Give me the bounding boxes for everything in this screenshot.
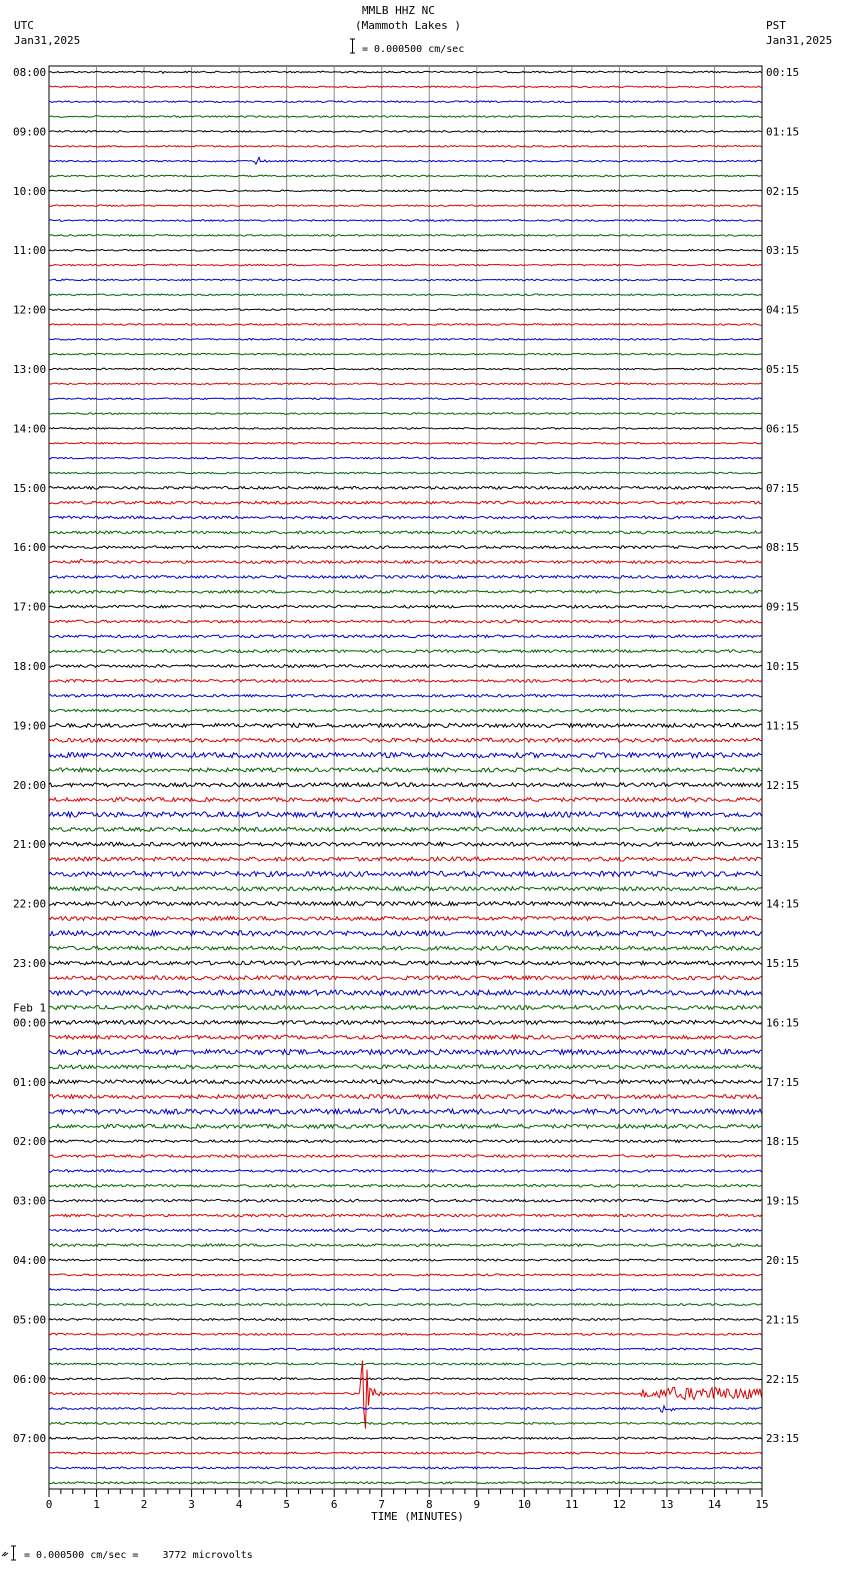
trace-81 bbox=[49, 1274, 762, 1276]
trace-13 bbox=[49, 264, 762, 266]
trace-42 bbox=[49, 694, 762, 697]
pst-hour-label-23: 23:15 bbox=[766, 1432, 800, 1446]
trace-5 bbox=[49, 146, 762, 148]
trace-67 bbox=[49, 1065, 762, 1069]
trace-7 bbox=[49, 175, 762, 177]
trace-0 bbox=[49, 71, 762, 73]
x-tick-label-15: 15 bbox=[755, 1498, 769, 1511]
trace-28 bbox=[49, 486, 762, 489]
trace-40 bbox=[49, 665, 762, 668]
trace-12 bbox=[49, 249, 762, 251]
trace-68 bbox=[49, 1080, 762, 1084]
pst-date-label: Jan31,2025 bbox=[766, 34, 833, 47]
x-tick-label-2: 2 bbox=[140, 1498, 148, 1511]
trace-16 bbox=[49, 309, 762, 311]
trace-14 bbox=[49, 279, 762, 281]
trace-60 bbox=[49, 961, 762, 965]
trace-49 bbox=[49, 798, 762, 802]
trace-20 bbox=[49, 368, 762, 370]
x-tick-label-8: 8 bbox=[425, 1498, 433, 1511]
pst-hour-label-3: 03:15 bbox=[766, 244, 800, 258]
x-tick-label-12: 12 bbox=[612, 1498, 627, 1511]
x-tick-label-10: 10 bbox=[517, 1498, 531, 1511]
trace-65 bbox=[49, 1035, 762, 1039]
trace-44 bbox=[49, 723, 762, 727]
trace-91 bbox=[49, 1422, 762, 1424]
utc-zone-label: UTC bbox=[14, 19, 34, 32]
trace-25 bbox=[49, 443, 762, 445]
trace-11 bbox=[49, 235, 762, 237]
pst-hour-label-8: 08:15 bbox=[766, 541, 800, 555]
station-location: (Mammoth Lakes ) bbox=[355, 19, 461, 32]
trace-92 bbox=[49, 1437, 762, 1439]
trace-39 bbox=[49, 650, 762, 653]
pst-hour-label-6: 06:15 bbox=[766, 422, 800, 436]
utc-hour-label-17: 01:00 bbox=[13, 1075, 47, 1089]
trace-80 bbox=[49, 1259, 762, 1261]
utc-date-label: Jan31,2025 bbox=[14, 34, 81, 47]
trace-10 bbox=[49, 220, 762, 222]
trace-69 bbox=[49, 1095, 762, 1099]
date-change-label: Feb 1 bbox=[13, 1001, 47, 1015]
trace-62 bbox=[49, 990, 762, 995]
utc-hour-label-22: 06:00 bbox=[13, 1372, 47, 1386]
trace-58 bbox=[49, 931, 762, 936]
trace-24 bbox=[49, 428, 762, 430]
utc-hour-label-13: 21:00 bbox=[13, 838, 47, 852]
utc-hour-label-8: 16:00 bbox=[13, 541, 47, 555]
trace-70 bbox=[49, 1109, 762, 1114]
pst-hour-label-2: 02:15 bbox=[766, 184, 800, 198]
trace-4 bbox=[49, 131, 762, 133]
scale-bar-icon bbox=[350, 39, 355, 53]
trace-83 bbox=[49, 1304, 762, 1306]
trace-51 bbox=[49, 827, 762, 831]
trace-35 bbox=[49, 590, 762, 593]
footer-marker-icon bbox=[2, 1552, 8, 1556]
utc-hour-label-4: 12:00 bbox=[13, 303, 47, 317]
trace-47 bbox=[49, 768, 762, 772]
trace-84 bbox=[49, 1318, 762, 1320]
pst-hour-label-0: 00:15 bbox=[766, 66, 800, 79]
pst-hour-label-1: 01:15 bbox=[766, 125, 800, 139]
x-tick-label-1: 1 bbox=[93, 1498, 100, 1511]
x-tick-label-9: 9 bbox=[473, 1498, 481, 1511]
trace-46 bbox=[49, 753, 762, 758]
pst-hour-label-14: 14:15 bbox=[766, 897, 800, 911]
footer-scale-bar-icon bbox=[11, 1546, 16, 1560]
trace-89 bbox=[49, 1361, 762, 1429]
utc-hour-label-11: 19:00 bbox=[13, 719, 47, 733]
trace-17 bbox=[49, 324, 762, 326]
trace-61 bbox=[49, 976, 762, 980]
trace-82 bbox=[49, 1289, 762, 1291]
trace-55 bbox=[49, 887, 762, 891]
trace-52 bbox=[49, 842, 762, 846]
trace-90 bbox=[49, 1406, 762, 1412]
pst-hour-label-4: 04:15 bbox=[766, 303, 800, 317]
pst-hour-label-12: 12:15 bbox=[766, 778, 800, 792]
scale-label: = 0.000500 cm/sec bbox=[362, 44, 465, 55]
utc-hour-label-15: 23:00 bbox=[13, 957, 47, 970]
utc-hour-label-21: 05:00 bbox=[13, 1313, 47, 1327]
trace-63 bbox=[49, 1006, 762, 1010]
trace-53 bbox=[49, 857, 762, 861]
utc-hour-label-18: 02:00 bbox=[13, 1135, 47, 1149]
trace-6 bbox=[49, 157, 762, 164]
utc-hour-label-16: 00:00 bbox=[13, 1016, 47, 1030]
utc-hour-label-6: 14:00 bbox=[13, 422, 47, 436]
trace-71 bbox=[49, 1124, 762, 1128]
pst-hour-label-22: 22:15 bbox=[766, 1372, 800, 1386]
trace-37 bbox=[49, 620, 762, 623]
trace-79 bbox=[49, 1244, 762, 1247]
trace-59 bbox=[49, 946, 762, 950]
trace-18 bbox=[49, 339, 762, 341]
utc-hour-label-7: 15:00 bbox=[13, 481, 47, 495]
trace-45 bbox=[49, 738, 762, 742]
station-title: MMLB HHZ NC bbox=[362, 4, 435, 17]
trace-8 bbox=[49, 190, 762, 192]
utc-hour-label-10: 18:00 bbox=[13, 660, 47, 673]
utc-hour-label-0: 08:00 bbox=[13, 66, 47, 79]
pst-hour-label-16: 16:15 bbox=[766, 1016, 800, 1030]
x-tick-label-11: 11 bbox=[565, 1498, 579, 1511]
trace-75 bbox=[49, 1185, 762, 1188]
trace-87 bbox=[49, 1363, 762, 1365]
trace-86 bbox=[49, 1348, 762, 1350]
utc-hour-label-23: 07:00 bbox=[13, 1432, 47, 1446]
trace-30 bbox=[49, 516, 762, 519]
pst-hour-label-5: 05:15 bbox=[766, 363, 800, 376]
trace-34 bbox=[49, 576, 762, 579]
trace-9 bbox=[49, 205, 762, 207]
trace-78 bbox=[49, 1229, 762, 1232]
trace-41 bbox=[49, 680, 762, 683]
pst-hour-label-11: 11:15 bbox=[766, 719, 800, 733]
pst-hour-label-10: 10:15 bbox=[766, 660, 800, 673]
x-axis-label: TIME (MINUTES) bbox=[371, 1510, 464, 1523]
x-tick-label-4: 4 bbox=[235, 1498, 243, 1511]
trace-29 bbox=[49, 501, 762, 504]
pst-hour-label-21: 21:15 bbox=[766, 1313, 800, 1327]
utc-hour-label-14: 22:00 bbox=[13, 897, 47, 911]
trace-85 bbox=[49, 1333, 762, 1335]
utc-hour-label-5: 13:00 bbox=[13, 363, 47, 376]
pst-hour-label-13: 13:15 bbox=[766, 838, 800, 852]
trace-31 bbox=[49, 531, 762, 534]
trace-95 bbox=[49, 1482, 762, 1484]
trace-73 bbox=[49, 1155, 762, 1158]
x-tick-label-7: 7 bbox=[378, 1498, 386, 1511]
pst-zone-label: PST bbox=[766, 19, 786, 32]
trace-3 bbox=[49, 116, 762, 118]
trace-43 bbox=[49, 709, 762, 712]
x-tick-label-0: 0 bbox=[45, 1498, 53, 1511]
trace-88 bbox=[49, 1378, 762, 1380]
trace-77 bbox=[49, 1214, 762, 1217]
utc-hour-label-20: 04:00 bbox=[13, 1254, 47, 1267]
utc-hour-label-1: 09:00 bbox=[13, 125, 47, 139]
trace-19 bbox=[49, 353, 762, 355]
trace-76 bbox=[49, 1199, 762, 1202]
utc-hour-label-12: 20:00 bbox=[13, 778, 47, 792]
trace-15 bbox=[49, 294, 762, 296]
trace-56 bbox=[49, 902, 762, 906]
utc-hour-label-19: 03:00 bbox=[13, 1194, 47, 1208]
trace-74 bbox=[49, 1170, 762, 1173]
trace-50 bbox=[49, 812, 762, 817]
pst-hour-label-15: 15:15 bbox=[766, 957, 800, 970]
trace-22 bbox=[49, 398, 762, 400]
trace-48 bbox=[49, 783, 762, 787]
trace-64 bbox=[49, 1020, 762, 1024]
pst-hour-label-9: 09:15 bbox=[766, 600, 800, 614]
utc-hour-label-2: 10:00 bbox=[13, 184, 47, 198]
trace-94 bbox=[49, 1467, 762, 1469]
trace-32 bbox=[49, 546, 762, 549]
pst-hour-label-20: 20:15 bbox=[766, 1254, 800, 1267]
x-tick-label-14: 14 bbox=[707, 1498, 722, 1511]
pst-hour-label-19: 19:15 bbox=[766, 1194, 800, 1208]
trace-33 bbox=[49, 559, 762, 563]
trace-2 bbox=[49, 101, 762, 103]
x-tick-label-3: 3 bbox=[188, 1498, 195, 1511]
pst-hour-label-7: 07:15 bbox=[766, 481, 800, 495]
trace-57 bbox=[49, 917, 762, 921]
utc-hour-label-3: 11:00 bbox=[13, 244, 47, 258]
x-tick-label-13: 13 bbox=[660, 1498, 674, 1511]
x-tick-label-5: 5 bbox=[283, 1498, 290, 1511]
x-tick-label-6: 6 bbox=[330, 1498, 338, 1511]
trace-93 bbox=[49, 1452, 762, 1454]
trace-27 bbox=[49, 472, 762, 474]
trace-26 bbox=[49, 457, 762, 459]
trace-1 bbox=[49, 86, 762, 88]
trace-36 bbox=[49, 605, 762, 608]
trace-38 bbox=[49, 635, 762, 638]
pst-hour-label-17: 17:15 bbox=[766, 1075, 800, 1089]
trace-21 bbox=[49, 383, 762, 385]
trace-54 bbox=[49, 871, 762, 876]
trace-66 bbox=[49, 1050, 762, 1055]
footer-scale-label: = 0.000500 cm/sec = 3772 microvolts bbox=[24, 1550, 253, 1561]
trace-23 bbox=[49, 413, 762, 415]
pst-hour-label-18: 18:15 bbox=[766, 1135, 800, 1149]
utc-hour-label-9: 17:00 bbox=[13, 600, 47, 614]
trace-72 bbox=[49, 1140, 762, 1143]
